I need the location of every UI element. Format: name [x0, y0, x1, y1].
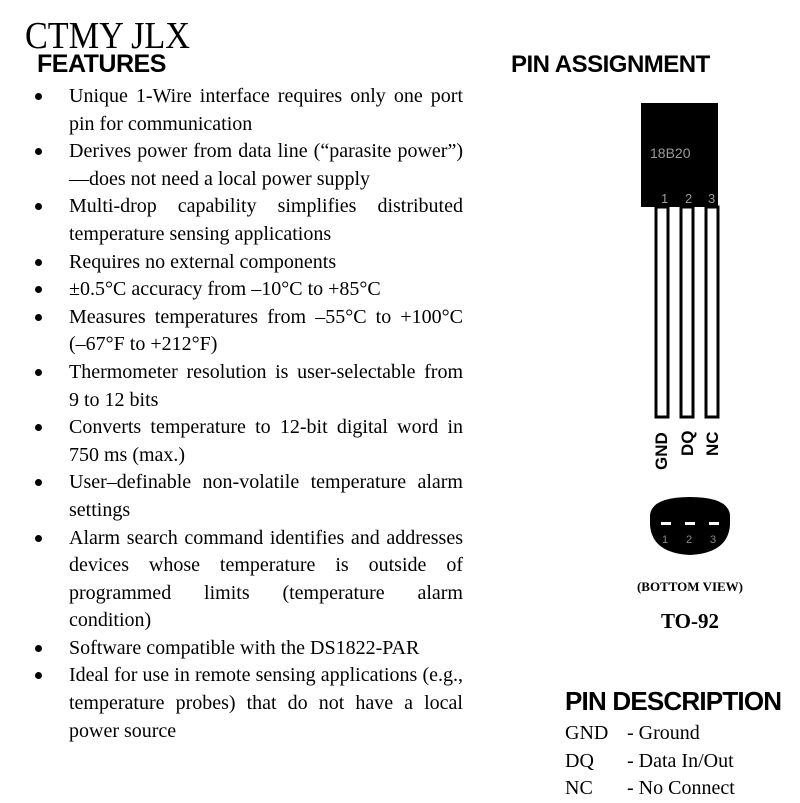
feature-item: Thermometer resolution is user-selectable from 9 to 12 bits — [35, 359, 463, 414]
pin-assignment-heading: PIN ASSIGNMENT — [511, 51, 710, 78]
bottom-view-label: (BOTTOM VIEW) — [636, 579, 744, 594]
feature-item: Converts temperature to 12-bit digital word in 750 ms (max.) — [35, 414, 463, 469]
bullet-icon — [35, 535, 42, 542]
pin-desc: - Data In/Out — [627, 749, 734, 772]
bullet-icon — [35, 479, 42, 486]
bottom-pin-number-3: 3 — [710, 534, 717, 546]
features-heading: FEATURES — [37, 50, 166, 78]
feature-item: Unique 1-Wire interface requires only one port pin for communication — [35, 83, 463, 138]
pin-description-row — [565, 720, 735, 748]
feature-item: Multi-drop capability simplifies distributed temperature sensing applications — [35, 193, 463, 248]
bottom-pin-3 — [709, 522, 719, 525]
feature-item: Derives power from data line (“parasite power”)—does not need a local power supply — [35, 138, 463, 193]
pin-description-row — [565, 775, 735, 803]
feature-item: Requires no external components — [35, 249, 463, 277]
bullet-icon — [35, 672, 42, 679]
package-label: TO-92 — [661, 609, 719, 633]
feature-item: Alarm search command identifies and addresses devices whose temperature is outside of programmed limits (temperature alarm condition) — [35, 525, 463, 635]
bullet-icon — [35, 148, 42, 155]
feature-item: Ideal for use in remote sensing applications (e.g., temperature probes) that do not have a local power source — [35, 662, 463, 745]
chip-pin-number-2: 2 — [685, 191, 693, 206]
bullet-icon — [35, 314, 42, 321]
bottom-pin-1 — [661, 522, 671, 525]
pin-label-gnd: GND — [652, 432, 671, 470]
pin-lead-2 — [681, 207, 693, 417]
bottom-pin-number-2: 2 — [686, 534, 693, 546]
watermark-text: CTMY JLX — [25, 15, 190, 57]
bullet-icon — [35, 645, 42, 652]
bullet-icon — [35, 369, 42, 376]
package-outline — [650, 497, 730, 555]
bullet-icon — [35, 259, 42, 266]
pin-name: DQ — [565, 749, 594, 772]
pin-name: GND — [565, 722, 609, 744]
feature-item: User–definable non-volatile temperature alarm settings — [35, 469, 463, 524]
feature-item: Measures temperatures from –55°C to +100°C (–67°F to +212°F) — [35, 304, 463, 359]
chip-pin-number-3: 3 — [708, 191, 716, 206]
chip-pin-number-1: 1 — [661, 191, 669, 206]
pin-desc: - No Connect — [627, 777, 735, 799]
pin-desc: - Ground — [627, 722, 700, 744]
pin-label-nc: NC — [703, 431, 722, 456]
to92-chip-diagram — [620, 95, 740, 425]
bottom-pin-number-1: 1 — [662, 534, 669, 546]
bullet-icon — [35, 286, 42, 293]
features-list — [35, 83, 463, 745]
bullet-icon — [35, 203, 42, 210]
pin-description-table — [565, 720, 735, 803]
pin-lead-1 — [656, 207, 668, 417]
pin-name: NC — [565, 777, 593, 799]
feature-item: Software compatible with the DS1822-PAR — [35, 635, 463, 663]
pin-description-heading: PIN DESCRIPTION — [565, 686, 782, 716]
bottom-pin-2 — [685, 522, 695, 525]
chip-marking: 18B20 — [650, 145, 691, 161]
bullet-icon — [35, 93, 42, 100]
feature-item: ±0.5°C accuracy from –10°C to +85°C — [35, 276, 463, 304]
bottom-view-diagram — [640, 495, 740, 560]
pin-label-dq: DQ — [678, 430, 697, 456]
pin-lead-3 — [706, 207, 718, 417]
bullet-icon — [35, 424, 42, 431]
pin-description-row — [565, 748, 735, 776]
